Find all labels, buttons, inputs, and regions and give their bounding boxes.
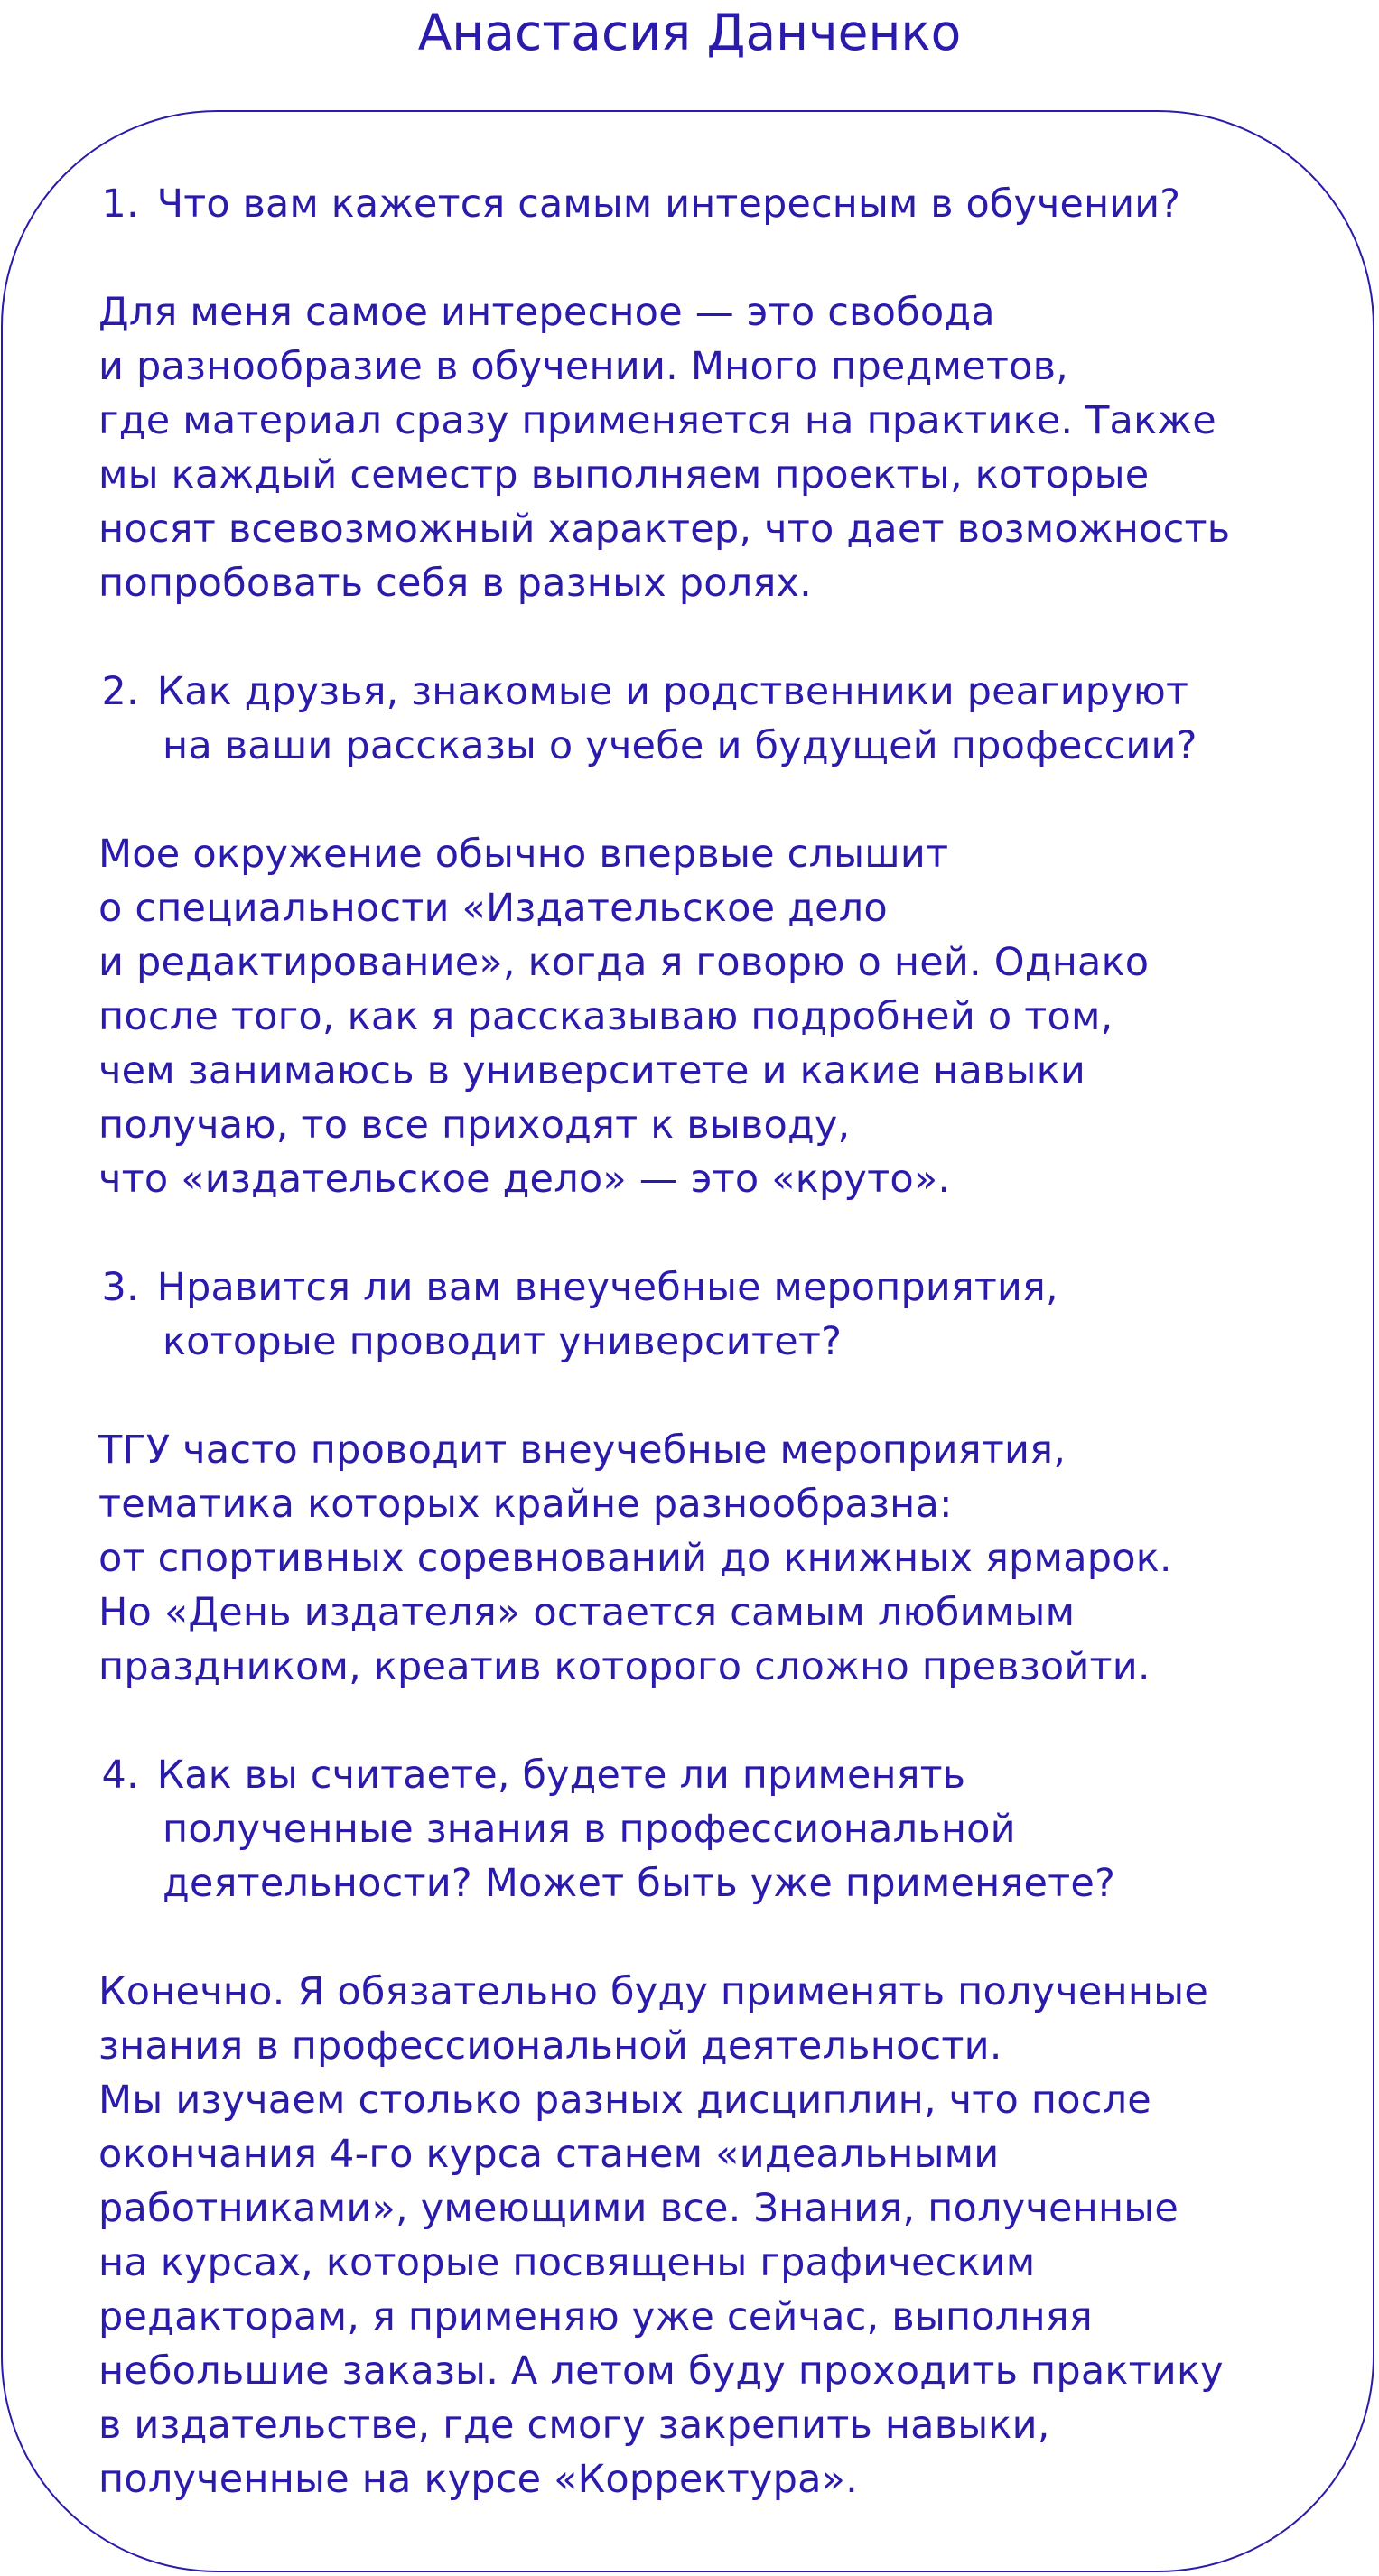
answer-line: попробовать себя в разных ролях. [98,561,813,606]
answer-1 [98,285,1345,610]
question-3 [98,1260,1345,1369]
answer-line: получаю, то все приходят к выводу, [98,1102,851,1148]
question-line: которые проводит университет? [163,1319,843,1364]
question-number: 3. [101,1265,139,1310]
answer-line: Но «День издателя» остается самым любимым [98,1590,1076,1635]
answer-line: на курсах, которые посвящены графическим [98,2240,1036,2285]
answer-line: небольшие заказы. А летом буду проходить практику [98,2348,1224,2394]
answer-line: Мое окружение обычно впервые слышит [98,832,949,877]
question-line: 4. Как вы считаете, будете ли применять [93,1748,1339,1802]
page-title: Анастасия Данченко [417,4,962,61]
answer-line: Конечно. Я обязательно буду применять полученные [98,1969,1208,2014]
question-line: полученные знания в профессиональной [163,1807,1016,1852]
answer-line: после того, как я рассказываю подробней о том, [98,994,1113,1039]
question-line: 2. Как друзья, знакомые и родственники реагируют [93,665,1339,719]
answer-line: редакторам, я применяю уже сейчас, выполняя [98,2294,1093,2339]
answer-line: Для меня самое интересное — это свобода [98,290,995,335]
answer-line: и разнообразие в обучении. Много предметов, [98,344,1068,389]
answer-line: мы каждый семестр выполняем проекты, которые [98,452,1150,498]
answer-line: где материал сразу применяется на практике. Также [98,398,1216,443]
answer-line: что «издательское дело» — это «круто». [98,1157,951,1202]
question-line: 3. Нравится ли вам внеучебные мероприятия, [93,1260,1339,1315]
answer-line: от спортивных соревнований до книжных ярмарок. [98,1536,1172,1581]
question-1 [98,177,1345,231]
answer-line: тематика которых крайне разнообразна: [98,1482,953,1527]
question-4 [98,1748,1345,1911]
answer-2 [98,827,1345,1206]
answer-line: в издательстве, где смогу закрепить навыки, [98,2403,1050,2448]
answer-line: праздником, креатив которого сложно превзойти. [98,1644,1151,1689]
question-line: на ваши рассказы о учебе и будущей профессии? [163,723,1197,768]
interview-content [98,177,1345,2506]
question-number: 2. [101,669,139,714]
answer-line: ТГУ часто проводит внеучебные мероприятия, [98,1427,1067,1473]
answer-line: работниками», умеющими все. Знания, полученные [98,2186,1179,2231]
question-2 [98,665,1345,773]
answer-4 [98,1965,1345,2506]
answer-line: окончания 4-го курса станем «идеальными [98,2132,1000,2177]
answer-line: Мы изучаем столько разных дисциплин, что после [98,2078,1151,2123]
question-number: 1. [101,181,139,227]
answer-line: носят всевозможный характер, что дает возможность [98,507,1231,552]
answer-line: о специальности «Издательское дело [98,886,888,931]
question-number: 4. [101,1753,139,1798]
answer-line: чем занимаюсь в университете и какие навыки [98,1048,1086,1093]
answer-line: полученные на курсе «Корректура». [98,2457,859,2502]
question-line: деятельности? Может быть уже применяете? [163,1861,1116,1906]
answer-line: знания в профессиональной деятельности. [98,2023,1002,2069]
answer-3 [98,1423,1345,1694]
answer-line: и редактирование», когда я говорю о ней. Однако [98,940,1150,985]
question-line: 1. Что вам кажется самым интересным в обучении? [93,177,1339,231]
